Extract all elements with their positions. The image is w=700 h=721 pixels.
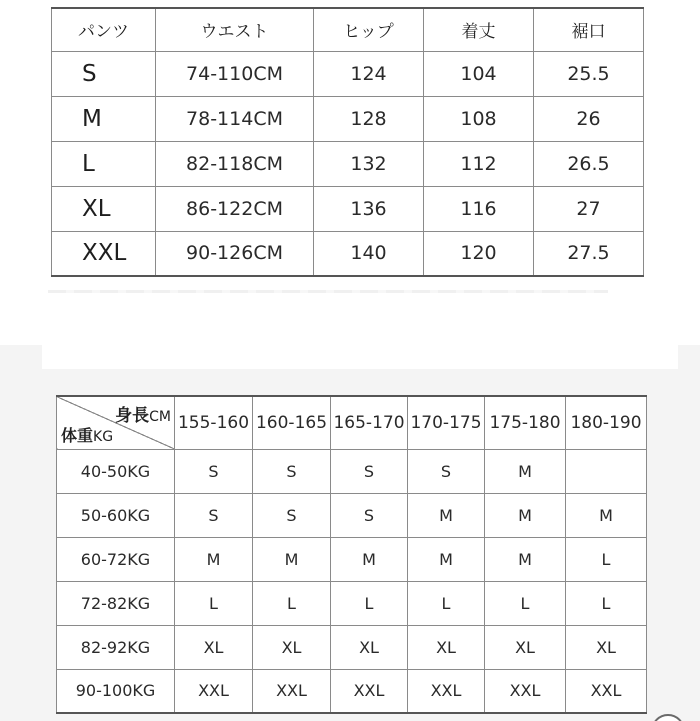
size-cell: XXL [485, 669, 566, 713]
waist-cell: 78-114CM [156, 96, 314, 141]
hem-cell: 27.5 [534, 231, 644, 276]
waist-cell: 82-118CM [156, 141, 314, 186]
size-cell: M [485, 449, 566, 493]
weight-range-cell: 60-72KG [57, 537, 175, 581]
table-row [57, 493, 647, 537]
header-waist: ウエスト [156, 8, 314, 51]
weight-range-cell: 40-50KG [57, 449, 175, 493]
table-row [57, 669, 647, 713]
size-cell [566, 449, 647, 493]
table-row [52, 186, 644, 231]
hip-cell: 132 [314, 141, 424, 186]
table-row [52, 141, 644, 186]
header-hem: 裾口 [534, 8, 644, 51]
waist-cell: 74-110CM [156, 51, 314, 96]
height-range-header: 175-180 [485, 396, 566, 449]
size-cell: M [485, 537, 566, 581]
table-row [52, 231, 644, 276]
size-cell: XL [52, 186, 156, 231]
size-cell: M [331, 537, 408, 581]
header-length: 着丈 [424, 8, 534, 51]
hem-cell: 26 [534, 96, 644, 141]
size-cell: M [566, 493, 647, 537]
table-row [57, 581, 647, 625]
length-cell: 112 [424, 141, 534, 186]
backdrop-band [42, 345, 678, 369]
hip-cell: 124 [314, 51, 424, 96]
hem-cell: 26.5 [534, 141, 644, 186]
size-cell: S [175, 493, 253, 537]
size-cell: L [566, 537, 647, 581]
size-cell: XL [331, 625, 408, 669]
size-cell: S [253, 449, 331, 493]
size-cell: S [52, 51, 156, 96]
hip-cell: 136 [314, 186, 424, 231]
size-cell: S [253, 493, 331, 537]
hip-cell: 128 [314, 96, 424, 141]
weight-range-cell: 82-92KG [57, 625, 175, 669]
size-cell: XXL [566, 669, 647, 713]
size-cell: L [566, 581, 647, 625]
size-cell: M [408, 537, 485, 581]
height-range-header: 155-160 [175, 396, 253, 449]
table-row [57, 449, 647, 493]
size-cell: M [52, 96, 156, 141]
pants-table-header-row [52, 8, 644, 51]
size-cell: XXL [52, 231, 156, 276]
size-cell: XL [566, 625, 647, 669]
size-cell: L [52, 141, 156, 186]
height-range-header: 170-175 [408, 396, 485, 449]
hip-cell: 140 [314, 231, 424, 276]
hem-cell: 27 [534, 186, 644, 231]
size-cell: XXL [331, 669, 408, 713]
size-cell: S [175, 449, 253, 493]
corner-height-label: 身長CM [115, 406, 171, 426]
size-cell: L [175, 581, 253, 625]
size-cell: S [331, 493, 408, 537]
height-range-header: 165-170 [331, 396, 408, 449]
size-cell: XL [175, 625, 253, 669]
size-cell: S [408, 449, 485, 493]
size-cell: XL [485, 625, 566, 669]
divider [48, 290, 608, 293]
height-weight-size-table [56, 395, 647, 714]
size-cell: XXL [175, 669, 253, 713]
size-cell: M [408, 493, 485, 537]
table-row [57, 625, 647, 669]
corner-cell [57, 396, 175, 449]
size-cell: M [175, 537, 253, 581]
corner-weight-label: 体重KG [61, 425, 114, 445]
hem-cell: 25.5 [534, 51, 644, 96]
size-cell: XL [408, 625, 485, 669]
height-range-header: 180-190 [566, 396, 647, 449]
table-row [52, 96, 644, 141]
waist-cell: 86-122CM [156, 186, 314, 231]
length-cell: 116 [424, 186, 534, 231]
weight-range-cell: 50-60KG [57, 493, 175, 537]
size-cell: L [485, 581, 566, 625]
size-cell: M [485, 493, 566, 537]
weight-range-cell: 90-100KG [57, 669, 175, 713]
size-cell: XXL [253, 669, 331, 713]
waist-cell: 90-126CM [156, 231, 314, 276]
size-cell: S [331, 449, 408, 493]
size-cell: L [253, 581, 331, 625]
height-range-header: 160-165 [253, 396, 331, 449]
length-cell: 104 [424, 51, 534, 96]
size-cell: M [253, 537, 331, 581]
header-pants: パンツ [52, 8, 156, 51]
header-hip: ヒップ [314, 8, 424, 51]
table-row [52, 51, 644, 96]
size-cell: L [408, 581, 485, 625]
size-cell: XXL [408, 669, 485, 713]
length-cell: 120 [424, 231, 534, 276]
height-header-row [57, 396, 647, 449]
size-cell: L [331, 581, 408, 625]
pants-size-table [51, 7, 644, 277]
size-cell: XL [253, 625, 331, 669]
table-row [57, 537, 647, 581]
length-cell: 108 [424, 96, 534, 141]
weight-range-cell: 72-82KG [57, 581, 175, 625]
